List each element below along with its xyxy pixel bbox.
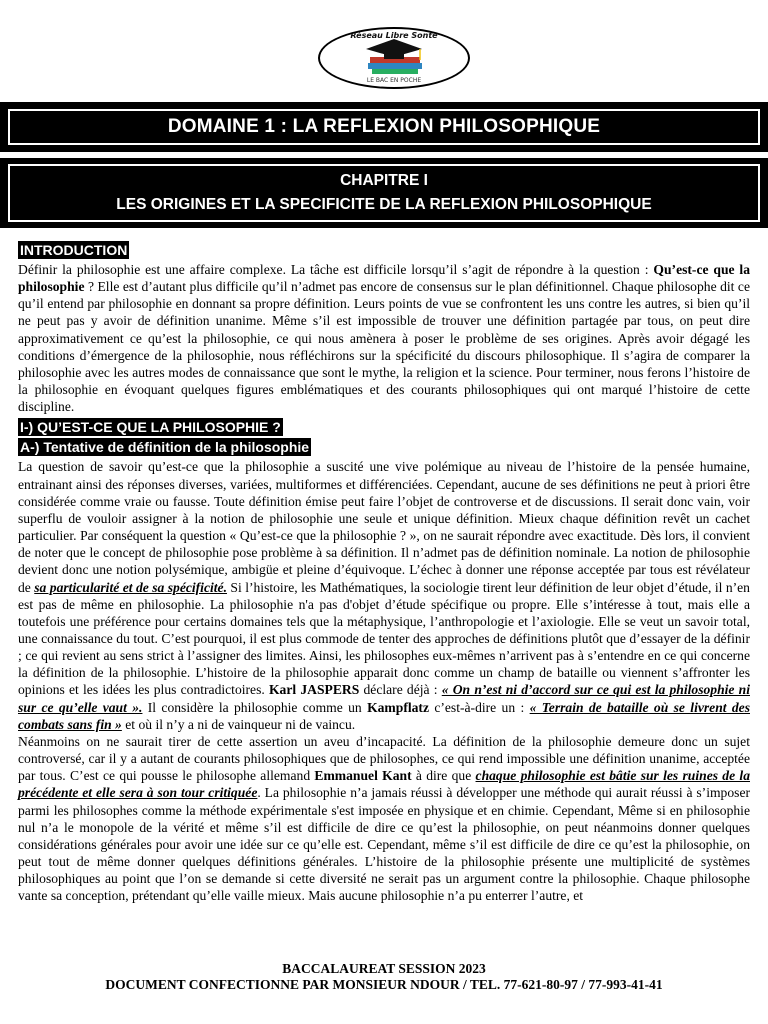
section-a-heading: A-) Tentative de définition de la philosophie <box>20 439 310 456</box>
footer <box>0 961 768 993</box>
logo-top-text: Réseau Libre Sonté <box>350 31 438 40</box>
graduation-cap-icon <box>320 29 468 87</box>
introduction-paragraph: Définir la philosophie est une affaire complexe. La tâche est difficile lorsqu’il s’agit de répondre à la question : Qu’est-ce que la philosophie ? Elle est d’autant plus difficile qu’il n’admet pas encore de consensus sur le plan définitionnel. Chaque philosophe dit ce qu’il entend par philosophie en donnant sa propre définition. Leurs points de vue se confrontent les uns contre les autres, si bien qu’il ne peut pas y avoir de définition unanime. Même s’il est impossible de trouver une définition partagée par tous, on peut dire approximativement ce qu’est la philosophie, ce qui nous amènera à poser le problème de ses origines. Après avoir dégagé les conditions d’émergence de la philosophie, nous réfléchirons sur la spécificité du discours philosophique. Il s’agira de comparer la philosophie avec les autres modes de connaissance que sont le mythe, la religion et la science. Pour terminer, nous ferons l’histoire de la philosophie en évoquant quelques figures emblématiques et des courants philosophiques qui ont marqué l’histoire de cette discipline. <box>18 262 751 415</box>
section-a-paragraph-1: La question de savoir qu’est-ce que la philosophie a suscité une vive polémique au niveau de l’histoire de la pensée humaine, entrainant ainsi des réponses diverses, variées, multiformes et différenciées. Cependant, aucune de ses définitions ne peut à priori être considérée comme vraie ou fausse. Toute définition émise peut faire l’objet de controverse et de discussions. Il serait donc vain, voir superflu de vouloir assigner à la notion de philosophie une seule et unique définition. Mieux chaque définition revêt un cachet particulier. Par conséquent la question « Qu’est-ce que la philosophie ? », on ne saurait répondre avec exactitude. Dès lors, il convient de noter que le concept de philosophie pose problème à sa définition. Il n’admet pas de définition nominale. La notion de philosophie devient donc une notion polysémique, ambigüe et pleine d’équivoque. L’échec à donner une réponse acceptée par tous est révélateur de sa particularité et de sa spécificité. Si l’histoire, les Mathématiques, la sociologie tirent leur définition de leur objet d’étude, il n’en est pas de même en philosophie. La philosophie n'a pas d'objet d’étude spécifique ou propre. Elle s’intéresse à tout, mais elle a toutefois une préférence pour certains domaines tels que la métaphysique, l’anthropologie et l’axiologie. Elle se veut un savoir total, une connaissance du tout. C’est pourquoi, il est plus commode de tenter des approches de définitions plutôt que d’essayer de la définir ; ce qui revient au sens strict à l’assigner des limites. Ainsi, les philosophes eux-mêmes n’arrivent pas à s’entendre en ce qui concerne la définition de la philosophie. L’histoire de la philosophie apparait donc comme un champ de bataille ou viennent s’affronter les opinions et les idées les plus contradictoires. Karl JASPERS déclare déjà : « On n’est ni d’accord sur ce qui est la philosophie ni sur ce qu’elle vaut ». Il considère la philosophie comme un Kampflatz c’est-à-dire un : « Terrain de bataille où se livrent des combats sans fin » et où il n’y a ni de vainqueur ni de vaincu. <box>18 459 750 732</box>
chapter-banner <box>0 158 768 228</box>
introduction-heading: INTRODUCTION <box>20 242 128 258</box>
section-a-paragraph-2: Néanmoins on ne saurait tirer de cette assertion un aveu d’incapacité. La définition de la philosophie demeure donc un sujet controversé, car il y a autant de courants philosophiques que de philosophes, ce qui rend impossible une définition unanime, acceptée par tous. C’est ce qui pousse le philosophe allemand Emmanuel Kant à dire que chaque philosophie est bâtie sur les ruines de la précédente et elle sera à son tour critiquée. La philosophie n’a jamais réussi à développer une méthode qui aurait réussi à s’imposer parmi les philosophes comme la méthode expérimentale s'est imposée en physique et en chimie. Cependant, Même si en philosophie nul n’a le monopole de la vérité et même s’il est difficile de dire ce qu’est la philosophie, on peut néanmoins donner quelques considérations générales pour avoir une idée sur ce qu’elle est. Cependant, même s’il est difficile de dire ce qu’est la philosophie, on peut tout de même donner quelques définitions générales. L’histoire de la philosophie présente une multiplicité de systèmes philosophiques au point que l’on se demande si cette diversité ne serait pas un argument contre la philosophie. Chaque philosophe vante sa conception, prétendant qu’elle vaille mieux. Mais aucune philosophie n’a pu enterrer l’autre, et <box>18 733 751 904</box>
chapter-number: CHAPITRE I <box>340 172 428 189</box>
domain-title: DOMAINE 1 : LA REFLEXION PHILOSOPHIQUE <box>8 109 760 145</box>
logo <box>318 27 470 89</box>
footer-author-contact: DOCUMENT CONFECTIONNE PAR MONSIEUR NDOUR / TEL. 77-621-80-97 / 77-993-41-41 <box>105 977 663 992</box>
section-i-heading: I-) QU’EST-CE QUE LA PHILOSOPHIE ? <box>20 419 281 436</box>
chapter-title: LES ORIGINES ET LA SPECIFICITE DE LA REFLEXION PHILOSOPHIQUE <box>116 196 652 213</box>
domain-banner <box>0 102 768 152</box>
footer-session: BACCALAUREAT SESSION 2023 <box>282 961 486 976</box>
document-body <box>18 240 750 904</box>
logo-bottom-text: LE BAC EN POCHE <box>366 77 422 84</box>
